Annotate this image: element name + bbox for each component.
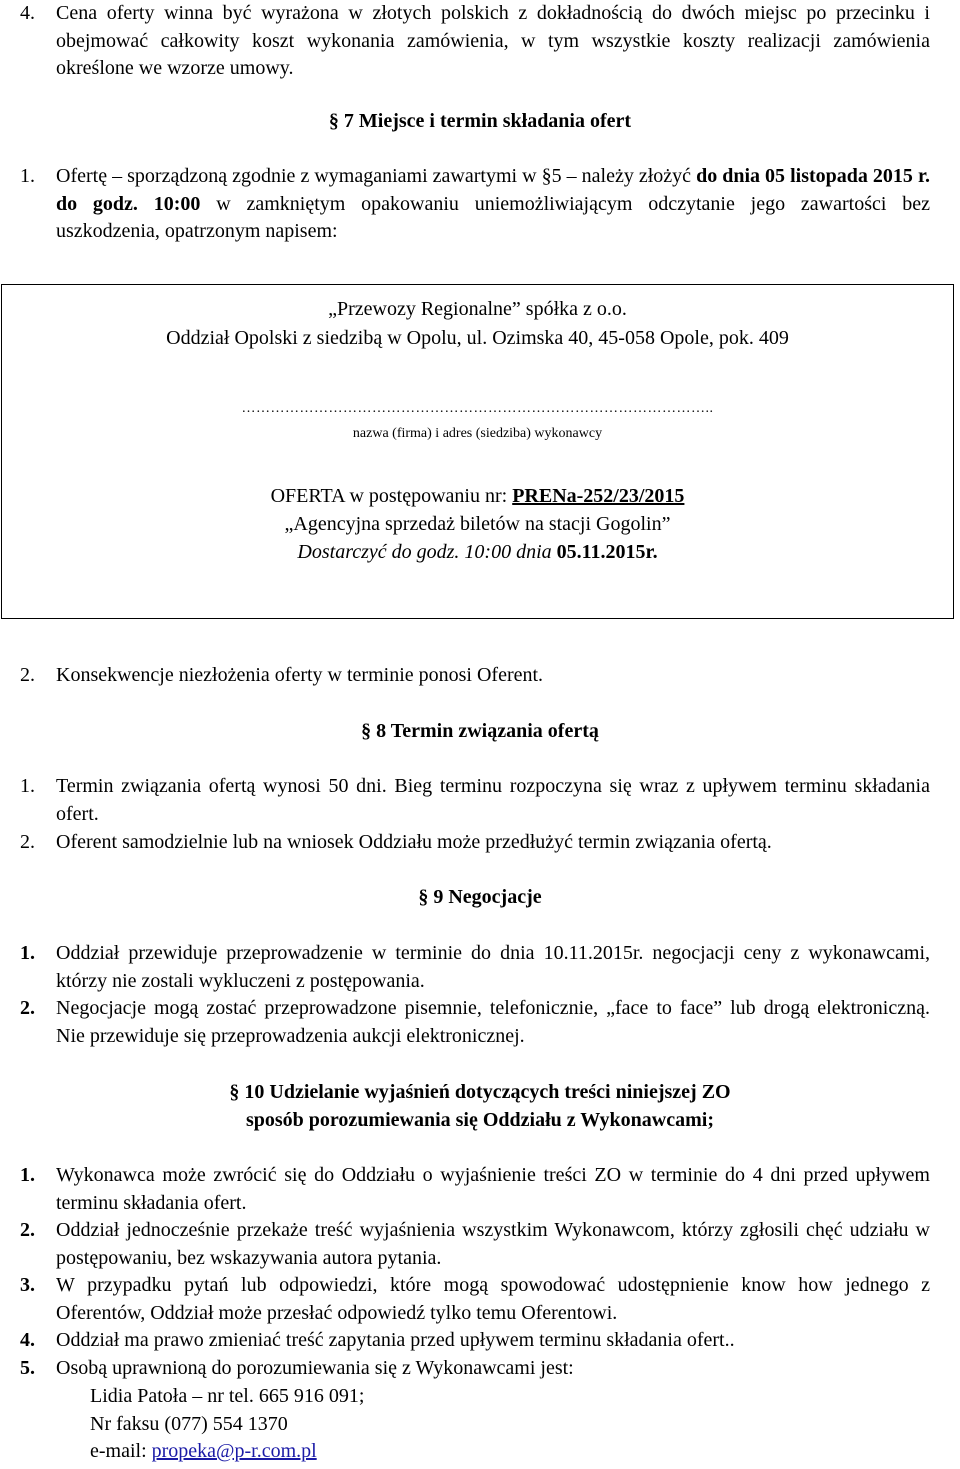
list-item	[20, 163, 930, 246]
list-item	[20, 1272, 930, 1327]
item-text: Osobą uprawnioną do porozumiewania się z Wykonawcami jest:	[56, 1357, 574, 1379]
envelope-label-box	[1, 284, 954, 619]
item-number: 5.	[20, 1357, 35, 1379]
item-text: Oferent samodzielnie lub na wniosek Oddziału może przedłużyć termin związania ofertą.	[56, 831, 772, 853]
list-item	[20, 940, 930, 995]
item-number: 4.	[20, 1329, 35, 1351]
item-text: Oddział jednocześnie przekaże treść wyjaśnienia wszystkim Wykonawcom, którzy zgłosili chęć udziału w postępowaniu, bez wskazywania autora pytania.	[56, 1219, 930, 1269]
list-item	[20, 662, 930, 690]
list-item	[20, 773, 930, 828]
item-text: Oddział przewiduje przeprowadzenie w terminie do dnia 10.11.2015r. negocjacji ceny z wykonawcami, którzy nie zostali wykluczeni z postępowania.	[56, 942, 930, 992]
item-number: 1.	[20, 165, 35, 187]
item-text: Oddział ma prawo zmieniać treść zapytania przed upływem terminu składania ofert..	[56, 1329, 735, 1351]
item-text: W przypadku pytań lub odpowiedzi, które mogą spowodować udostępnienie know how jednego z Oferentów, Oddział może przesłać odpowiedź tylko temu Oferentowi.	[56, 1274, 930, 1324]
deadline-bold: do dnia 05 listopada 2015 r. do godz. 10:00	[56, 165, 930, 215]
delivery-deadline	[2, 539, 953, 567]
item-text-part: Ofertę – sporządzoną zgodnie z wymaganiami zawartymi w §5 – należy złożyć	[56, 165, 697, 187]
section-heading: § 9 Negocjacje	[418, 886, 542, 908]
contractor-caption: nazwa (firma) i adres (siedziba) wykonawcy	[352, 426, 603, 441]
section-subheading: sposób porozumiewania się Oddziału z Wykonawcami;	[245, 1109, 715, 1131]
section-heading: § 7 Miejsce i termin składania ofert	[328, 110, 632, 132]
item-number: 3.	[20, 1274, 35, 1296]
list-item	[20, 1355, 930, 1383]
section-heading: § 10 Udzielanie wyjaśnień dotyczących treści niniejszej ZO	[229, 1081, 731, 1103]
list-item	[20, 995, 930, 1050]
contact-email-line	[90, 1438, 317, 1466]
list-item	[20, 1327, 930, 1355]
item-number: 2.	[20, 997, 35, 1019]
delivery-text: Dostarczyć do godz. 10:00 dnia	[297, 541, 557, 563]
item-number: 4.	[20, 2, 35, 24]
list-item	[20, 1162, 930, 1217]
email-label: e-mail:	[90, 1440, 152, 1462]
item-number: 2.	[20, 831, 35, 853]
contact-person: Lidia Patoła – nr tel. 665 916 091;	[90, 1385, 365, 1407]
item-text: Konsekwencje niezłożenia oferty w terminie ponosi Oferent.	[56, 664, 544, 686]
envelope-address: Oddział Opolski z siedzibą w Opolu, ul. Ozimska 40, 45-058 Opole, pok. 409	[166, 327, 789, 349]
item-number: 2.	[20, 664, 35, 686]
contractor-dots-line: ……………………………………………………………………………………..	[241, 401, 714, 416]
item-text: Negocjacje mogą zostać przeprowadzone pisemnie, telefonicznie, „face to face” lub drogą elektroniczną. Nie przewiduje się przeprowadzenia aukcji elektronicznej.	[56, 997, 930, 1047]
item-number: 1.	[20, 942, 35, 964]
item-text: Wykonawca może zwrócić się do Oddziału o wyjaśnienie treści ZO w terminie do 4 dni przed upływem terminu składania ofert.	[56, 1164, 930, 1214]
item-text	[56, 163, 930, 246]
list-item	[20, 0, 930, 83]
offer-number: PRENa-252/23/2015	[512, 485, 685, 507]
offer-reference	[2, 483, 953, 511]
delivery-date: 05.11.2015r.	[556, 541, 658, 563]
item-number: 1.	[20, 1164, 35, 1186]
item-number: 2.	[20, 1219, 35, 1241]
item-number: 1.	[20, 775, 35, 797]
section-heading: § 8 Termin związania ofertą	[361, 720, 599, 742]
envelope-recipient: „Przewozy Regionalne” spółka z o.o.	[328, 298, 627, 320]
email-link[interactable]: propeka@p-r.com.pl	[151, 1440, 317, 1462]
list-item	[20, 829, 930, 857]
item-text: Cena oferty winna być wyrażona w złotych polskich z dokładnością do dwóch miejsc po przecinku i obejmować całkowity koszt wykonania zamówienia, w tym wszystkie koszty realizacji zamówienia określone we wzorze umowy.	[56, 2, 930, 79]
list-item	[20, 1217, 930, 1272]
offer-prefix: OFERTA w postępowaniu nr:	[270, 485, 513, 507]
contact-fax: Nr faksu (077) 554 1370	[90, 1413, 288, 1435]
item-text: Termin związania ofertą wynosi 50 dni. Bieg terminu rozpoczyna się wraz z upływem terminu składania ofert.	[56, 775, 930, 825]
offer-subject: „Agencyjna sprzedaż biletów na stacji Gogolin”	[284, 513, 671, 535]
item-text-part: w zamkniętym opakowaniu uniemożliwiającym odczytanie jego zawartości bez uszkodzenia, opatrzonym napisem:	[56, 192, 930, 242]
